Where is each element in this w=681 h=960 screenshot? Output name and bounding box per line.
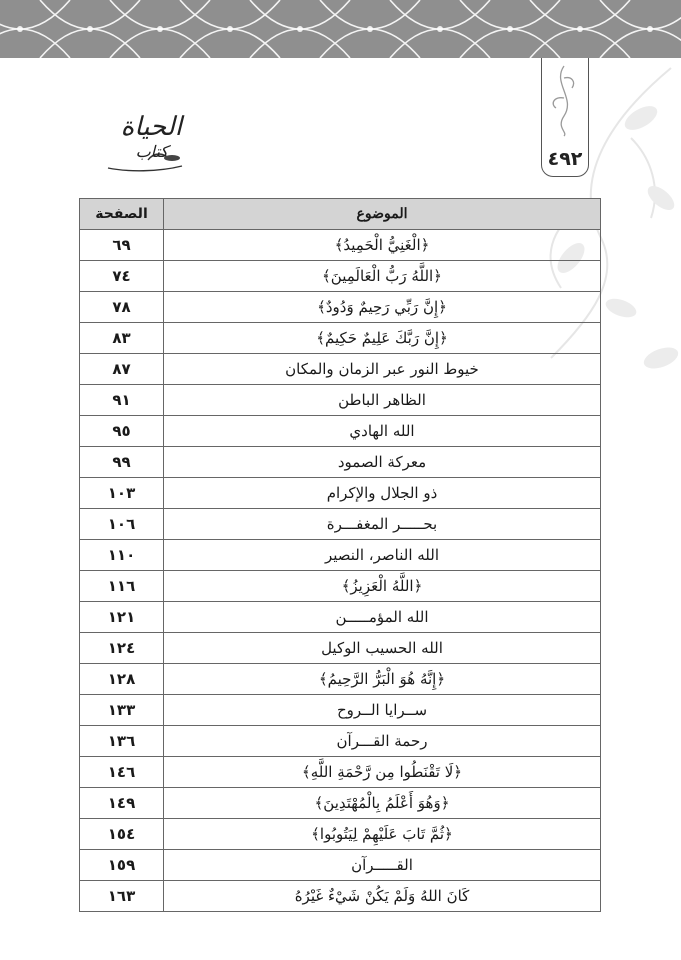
row-topic: ﴿اللَّهُ الْعَزِيزُ﴾ bbox=[164, 571, 601, 602]
row-topic: كَانَ اللهُ وَلَمْ يَكُنْ شَيْءٌ غَيْرُهُ bbox=[164, 881, 601, 912]
row-topic: رحمة القـــرآن bbox=[164, 726, 601, 757]
row-topic: ﴿وَهُوَ أَعْلَمُ بِالْمُهْتَدِينَ﴾ bbox=[164, 788, 601, 819]
row-topic: بحـــــر المغفـــرة bbox=[164, 509, 601, 540]
table-row bbox=[80, 416, 601, 447]
row-topic: ﴿إِنَّ رَبِّي رَحِيمٌ وَدُودٌ﴾ bbox=[164, 292, 601, 323]
page-number: ٤٩٢ bbox=[547, 148, 583, 170]
row-topic: الظاهر الباطن bbox=[164, 385, 601, 416]
row-page: ١٥٩ bbox=[80, 850, 164, 881]
row-topic: الله الهادي bbox=[164, 416, 601, 447]
row-topic: ﴿الْغَنِيُّ الْحَمِيدُ﴾ bbox=[164, 230, 601, 261]
row-page: ٨٣ bbox=[80, 323, 164, 354]
row-topic: الله الحسيب الوكيل bbox=[164, 633, 601, 664]
table-row bbox=[80, 881, 601, 912]
row-topic: ســرايا الــروح bbox=[164, 695, 601, 726]
table-row bbox=[80, 261, 601, 292]
row-page: ١٠٣ bbox=[80, 478, 164, 509]
row-topic: ﴿لَا تَقْنَطُوا مِن رَّحْمَةِ اللَّهِ﴾ bbox=[164, 757, 601, 788]
table-row bbox=[80, 788, 601, 819]
header-page: الصفحة bbox=[80, 199, 164, 230]
row-page: ٧٤ bbox=[80, 261, 164, 292]
table-row bbox=[80, 385, 601, 416]
row-page: ٩٩ bbox=[80, 447, 164, 478]
row-topic: ﴿اللَّهُ رَبُّ الْعَالَمِينَ﴾ bbox=[164, 261, 601, 292]
logo-title: الحياة bbox=[120, 112, 182, 142]
leaf-ornament-icon bbox=[542, 58, 586, 138]
table-header-row bbox=[80, 199, 601, 230]
row-page: ٦٩ bbox=[80, 230, 164, 261]
table-row bbox=[80, 540, 601, 571]
table-row bbox=[80, 323, 601, 354]
table-row bbox=[80, 571, 601, 602]
table-row bbox=[80, 354, 601, 385]
row-topic: ﴿ثُمَّ تَابَ عَلَيْهِمْ لِيَتُوبُوا﴾ bbox=[164, 819, 601, 850]
row-page: ٧٨ bbox=[80, 292, 164, 323]
ornament-pattern bbox=[0, 0, 681, 58]
row-page: ٩٥ bbox=[80, 416, 164, 447]
table-row bbox=[80, 292, 601, 323]
table-row bbox=[80, 757, 601, 788]
row-page: ١٣٣ bbox=[80, 695, 164, 726]
table-row bbox=[80, 478, 601, 509]
row-topic: الله المؤمـــــن bbox=[164, 602, 601, 633]
decorative-header-band bbox=[0, 0, 681, 58]
row-topic: ﴿إِنَّهُ هُوَ الْبَرُّ الرَّحِيمُ﴾ bbox=[164, 664, 601, 695]
table-row bbox=[80, 664, 601, 695]
row-topic: ﴿إِنَّ رَبَّكَ عَلِيمٌ حَكِيمٌ﴾ bbox=[164, 323, 601, 354]
table-row bbox=[80, 726, 601, 757]
row-page: ١٠٦ bbox=[80, 509, 164, 540]
row-topic: خيوط النور عبر الزمان والمكان bbox=[164, 354, 601, 385]
row-page: ١٣٦ bbox=[80, 726, 164, 757]
row-topic: الله الناصر، النصير bbox=[164, 540, 601, 571]
row-page: ١٢٨ bbox=[80, 664, 164, 695]
table-row bbox=[80, 695, 601, 726]
table-row bbox=[80, 633, 601, 664]
table-row bbox=[80, 602, 601, 633]
row-page: ١٤٦ bbox=[80, 757, 164, 788]
row-page: ٩١ bbox=[80, 385, 164, 416]
book-logo bbox=[98, 100, 188, 180]
row-page: ١١٦ bbox=[80, 571, 164, 602]
table-row bbox=[80, 447, 601, 478]
row-topic: معركة الصمود bbox=[164, 447, 601, 478]
logo-subtitle: كتاب bbox=[135, 142, 168, 161]
table-row bbox=[80, 509, 601, 540]
row-topic: القـــــرآن bbox=[164, 850, 601, 881]
row-topic: ذو الجلال والإكرام bbox=[164, 478, 601, 509]
row-page: ١٥٤ bbox=[80, 819, 164, 850]
row-page: ١٢٤ bbox=[80, 633, 164, 664]
table-row bbox=[80, 850, 601, 881]
contents-table bbox=[79, 198, 601, 912]
row-page: ١١٠ bbox=[80, 540, 164, 571]
header-topic: الموضوع bbox=[164, 199, 601, 230]
table-row bbox=[80, 819, 601, 850]
row-page: ٨٧ bbox=[80, 354, 164, 385]
row-page: ١٦٣ bbox=[80, 881, 164, 912]
table-row bbox=[80, 230, 601, 261]
row-page: ١٢١ bbox=[80, 602, 164, 633]
row-page: ١٤٩ bbox=[80, 788, 164, 819]
page-number-tab bbox=[541, 58, 589, 177]
